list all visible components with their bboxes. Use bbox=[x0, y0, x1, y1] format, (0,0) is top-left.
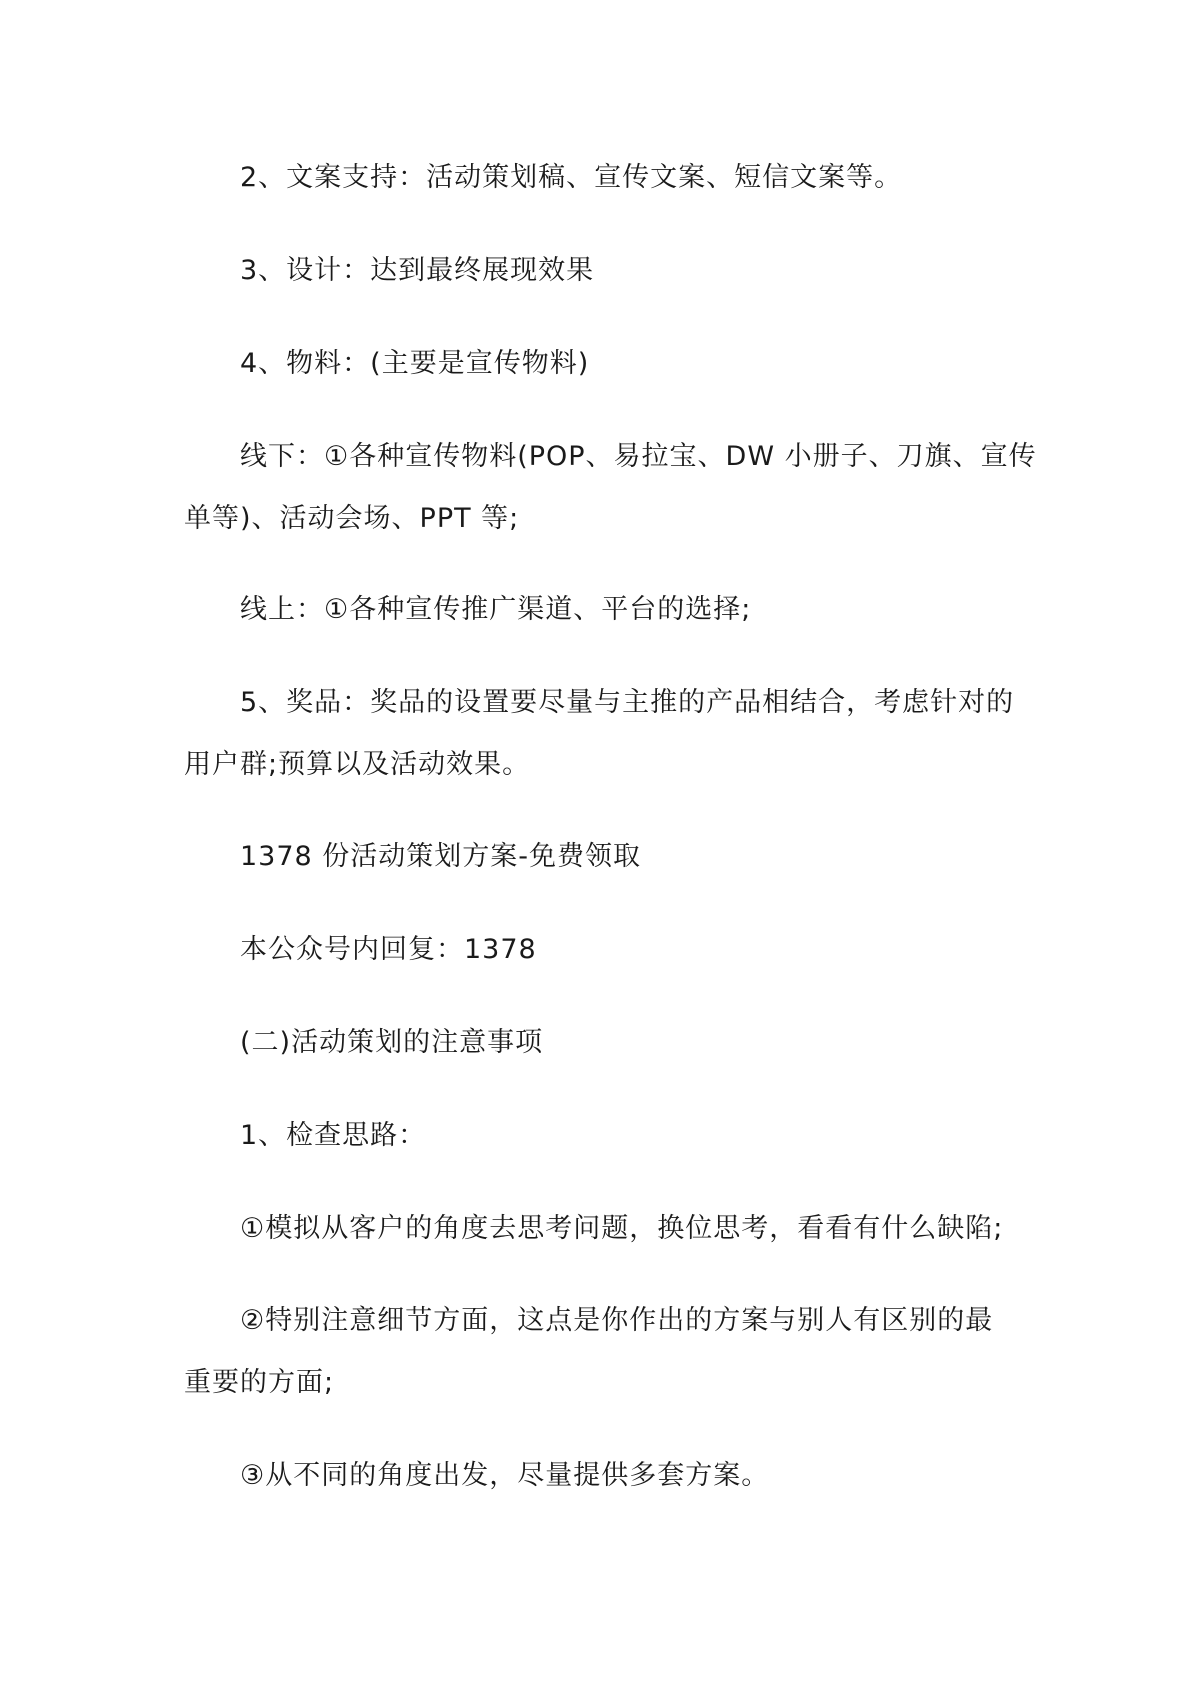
para-promo-offer: 1378 份活动策划方案-免费领取 bbox=[240, 841, 642, 872]
para-point-3: ③从不同的角度出发，尽量提供多套方案。 bbox=[240, 1460, 770, 1491]
section-heading-notes: (二)活动策划的注意事项 bbox=[240, 1027, 544, 1058]
para-prizes-line2: 用户群;预算以及活动效果。 bbox=[184, 749, 531, 780]
para-point-1: ①模拟从客户的角度去思考问题，换位思考，看看有什么缺陷; bbox=[240, 1213, 1004, 1244]
para-offline-line1: 线下：①各种宣传物料(POP、易拉宝、DW 小册子、刀旗、宣传 bbox=[240, 441, 1037, 472]
para-point-2-line1: ②特别注意细节方面，这点是你作出的方案与别人有区别的最 bbox=[240, 1305, 994, 1336]
para-design: 3、设计：达到最终展现效果 bbox=[240, 255, 595, 286]
para-online: 线上：①各种宣传推广渠道、平台的选择; bbox=[240, 594, 752, 625]
para-copywriting-support: 2、文案支持：活动策划稿、宣传文案、短信文案等。 bbox=[240, 162, 903, 193]
para-reply-code: 本公众号内回复：1378 bbox=[240, 934, 537, 965]
para-offline-line2: 单等)、活动会场、PPT 等; bbox=[184, 503, 520, 534]
para-prizes-line1: 5、奖品：奖品的设置要尽量与主推的产品相结合，考虑针对的 bbox=[240, 687, 1015, 718]
para-check-ideas: 1、检查思路： bbox=[240, 1120, 427, 1151]
para-point-2-line2: 重要的方面; bbox=[184, 1367, 335, 1398]
para-materials: 4、物料：(主要是宣传物料) bbox=[240, 348, 590, 379]
